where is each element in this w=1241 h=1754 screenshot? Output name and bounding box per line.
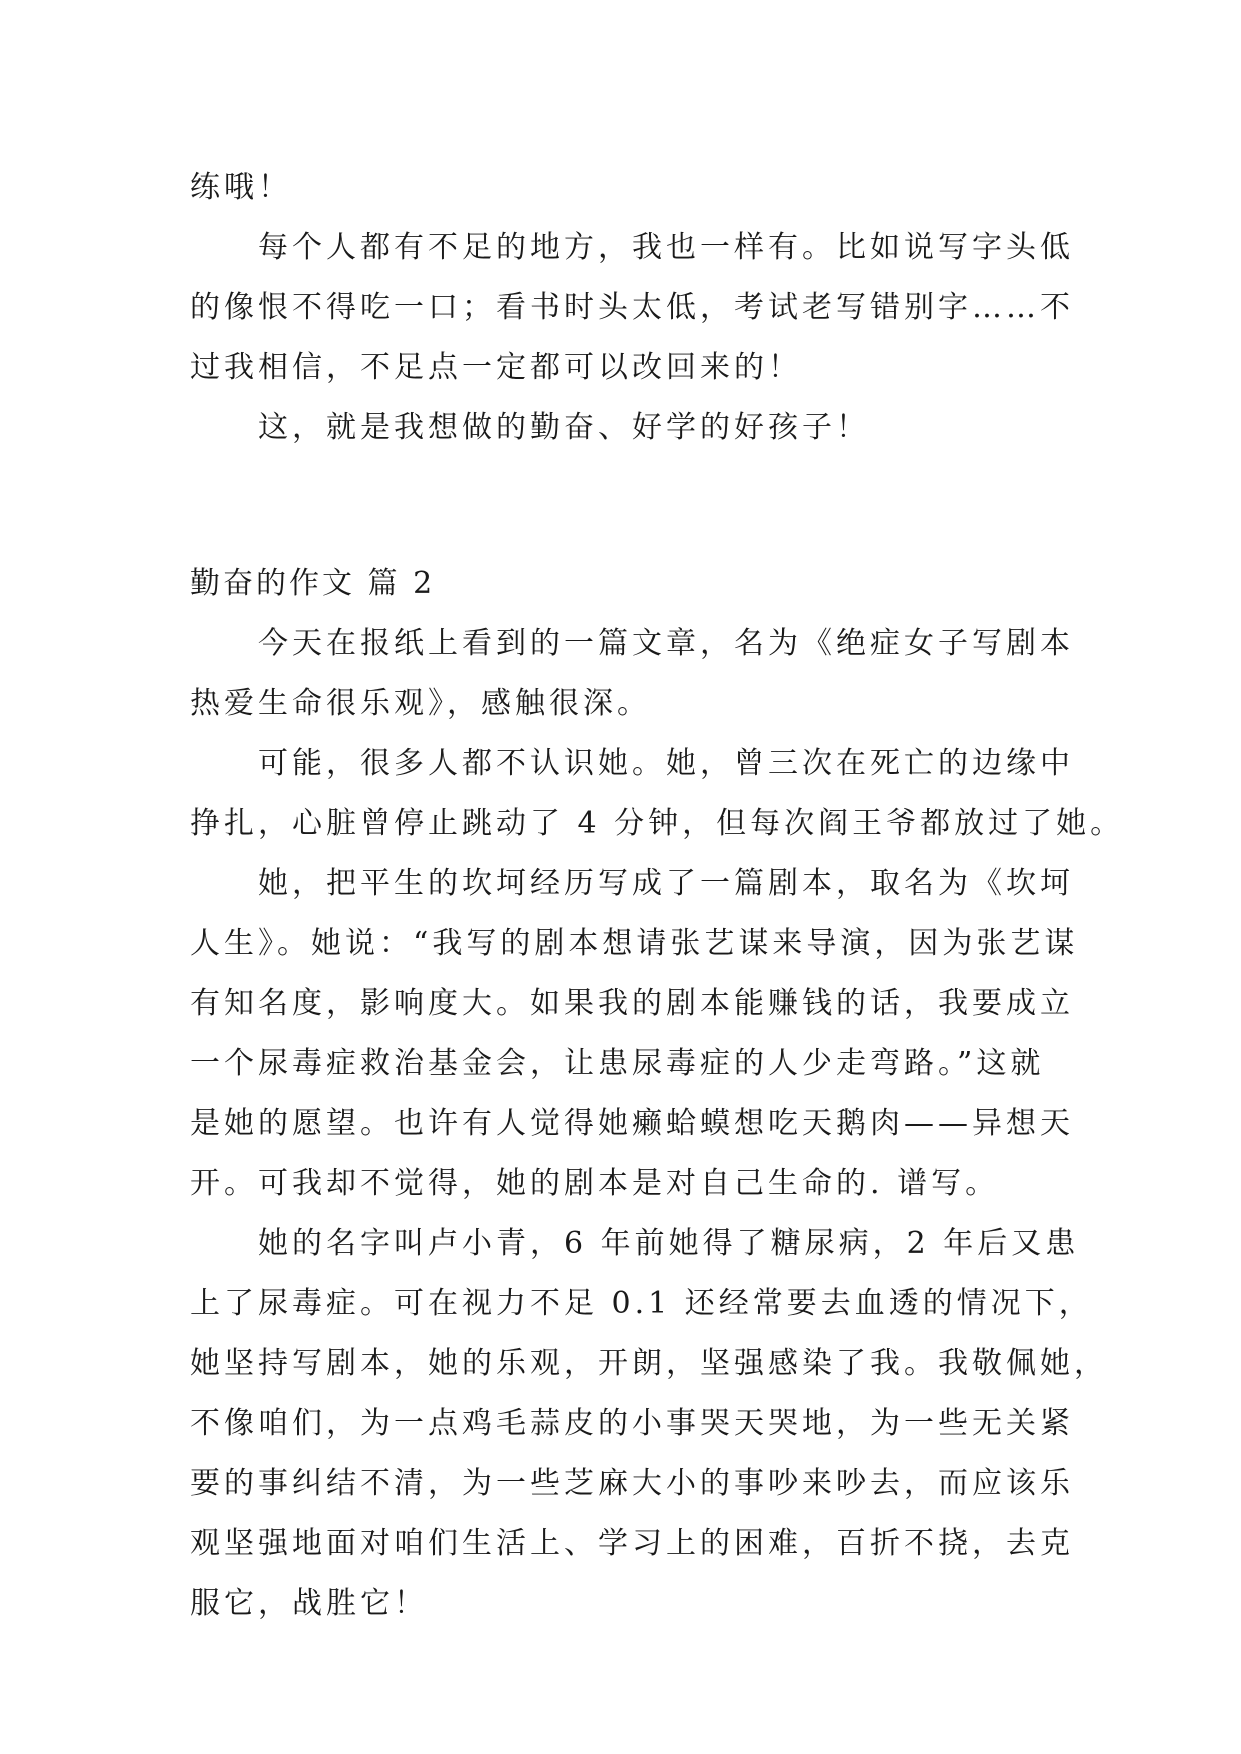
paragraph-line: 有知名度，影响度大。如果我的剧本能赚钱的话，我要成立 [190,986,1074,1021]
paragraph-line: 的像恨不得吃一口；看书时头太低，考试老写错别字……不 [190,290,1074,325]
document-body [190,158,1125,1634]
paragraph-line: 挣扎，心脏曾停止跳动了 4 分钟，但每次阎王爷都放过了她。 [190,806,1125,841]
paragraph-line: 观坚强地面对咱们生活上、学习上的困难，百折不挠，去克 [190,1526,1074,1561]
section-spacer [190,458,1052,554]
paragraph-line: 她的名字叫卢小青，6 年前她得了糖尿病，2 年后又患 [258,1226,1080,1261]
section-heading: 勤奋的作文 篇 2 [190,566,436,601]
paragraph-line: 人生》。她说：“我写的剧本想请张艺谋来导演，因为张艺谋 [190,926,1079,961]
paragraph-line: 她坚持写剧本，她的乐观，开朗，坚强感染了我。我敬佩她， [190,1346,1108,1381]
paragraph-line: 这，就是我想做的勤奋、好学的好孩子！ [258,410,870,445]
paragraph-line: 不像咱们，为一点鸡毛蒜皮的小事哭天哭地，为一些无关紧 [190,1406,1074,1441]
paragraph-line: 上了尿毒症。可在视力不足 0.1 还经常要去血透的情况下， [190,1286,1093,1321]
paragraph-line: 是她的愿望。也许有人觉得她癞蛤蟆想吃天鹅肉——异想天 [190,1106,1074,1141]
paragraph-line: 要的事纠结不清，为一些芝麻大小的事吵来吵去，而应该乐 [190,1466,1074,1501]
paragraph-line: 每个人都有不足的地方，我也一样有。比如说写字头低 [258,230,1074,265]
paragraph-line: 服它，战胜它！ [190,1586,428,1621]
paragraph-line: 热爱生命很乐观》，感触很深。 [190,686,651,721]
paragraph-line: 今天在报纸上看到的一篇文章，名为《绝症女子写剧本 [258,626,1074,661]
paragraph-line: 她，把平生的坎坷经历写成了一篇剧本，取名为《坎坷 [258,866,1074,901]
paragraph-line: 可能，很多人都不认识她。她，曾三次在死亡的边缘中 [258,746,1074,781]
paragraph-line: 练哦！ [190,170,292,205]
paragraph-line: 开。可我却不觉得，她的剧本是对自己生命的. 谱写。 [190,1166,1000,1201]
paragraph-line: 一个尿毒症救治基金会，让患尿毒症的人少走弯路。”这就 [190,1046,1045,1081]
paragraph-line: 过我相信，不足点一定都可以改回来的！ [190,350,802,385]
